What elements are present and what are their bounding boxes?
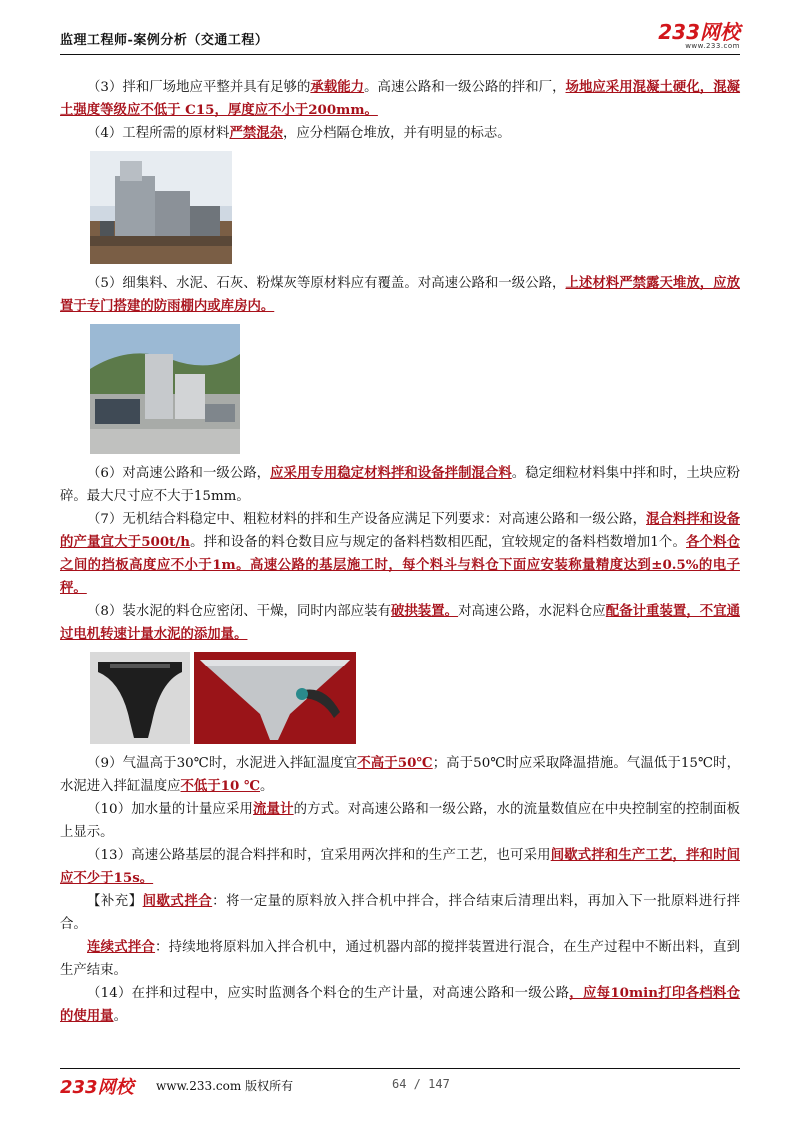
item-5 [60, 272, 740, 318]
logo-text: 233网校 [658, 20, 740, 44]
text: （3）拌和厂场地应平整并具有足够的 [87, 80, 311, 95]
text: ，应分档隔仓堆放，并有明显的标志。 [283, 126, 511, 141]
silo-arch-photo [90, 652, 190, 744]
highlight: 混合料拌和设备的产量宜大于500t/h [60, 511, 740, 550]
highlight: ，应每10min打印各档料仓的使用量 [60, 985, 741, 1024]
footer-logo: 233网校 [60, 1077, 134, 1098]
hopper-breaker-photo [194, 652, 356, 744]
footer-copyright: www.233.com 版权所有 [156, 1079, 294, 1093]
highlight: 不高于50℃ [357, 755, 433, 771]
text: 。高速公路和一级公路的拌和厂， [364, 80, 566, 95]
text: 。 [113, 1009, 127, 1024]
mixing-plant-photo [90, 151, 232, 264]
text: 的方式。对高速公路和一级公路，水的流量数值应在中央控制室的控制面板上显示。 [60, 802, 741, 840]
mixing-plant-site-photo [90, 324, 240, 454]
figure-mixing-plant-2 [90, 324, 740, 454]
text: （8）装水泥的料仓应密闭、干燥，同时内部应装有 [87, 604, 391, 619]
highlight: 承载能力 [310, 79, 365, 95]
highlight: 连续式拌合 [87, 939, 156, 955]
highlight: 配备计重装置，不宜通过电机转速计量水泥的添加量。 [60, 603, 741, 642]
text: （13）高速公路基层的混合料拌和时，宜采用两次拌和的生产工艺，也可采用 [87, 848, 551, 863]
item-8 [60, 600, 740, 646]
text: （4）工程所需的原材料 [87, 126, 230, 141]
supplement-intermittent [60, 890, 740, 936]
text: （6）对高速公路和一级公路， [87, 466, 271, 481]
page-number: 64 / 147 [392, 1077, 450, 1091]
item-13 [60, 844, 740, 890]
text: 。 [260, 779, 274, 794]
item-4 [60, 122, 740, 145]
item-14 [60, 982, 740, 1028]
highlight: 间歇式拌和生产工艺，拌和时间应不少于15s。 [60, 847, 740, 886]
highlight: 严禁混杂 [229, 125, 283, 141]
item-6 [60, 462, 740, 508]
item-9 [60, 752, 740, 798]
text: ：将一定量的原料放入拌合机中拌合，拌合结束后清理出料，再加入下一批原料进行拌合。 [60, 894, 741, 932]
text: ：持续地将原料加入拌合机中，通过机器内部的搅拌装置进行混合，在生产过程中不断出料，直到生产结束。 [60, 940, 741, 978]
text: 。拌和设备的料仓数目应与规定的备料档数相匹配，宜较规定的备料档数增加1个。 [189, 535, 686, 550]
document-body [60, 76, 740, 1028]
highlight: 间歇式拌合 [142, 893, 213, 909]
text: 对高速公路，水泥料仓应 [458, 604, 606, 619]
text: （9）气温高于30℃时，水泥进入拌缸温度宜 [87, 756, 358, 771]
item-7 [60, 508, 740, 600]
logo-url: www.233.com [685, 42, 740, 50]
highlight: 应采用专用稳定材料拌和设备拌制混合料 [270, 465, 512, 481]
text: ；高于50℃时应采取降温措施。气温低于15℃时，水泥进入拌缸温度应 [60, 756, 740, 794]
figure-silo-hopper [90, 652, 740, 744]
text: 。稳定细粒材料集中拌和时，土块应粉碎。最大尺寸应不大于15mm。 [60, 466, 741, 504]
page-footer [60, 1068, 740, 1099]
highlight: 破拱装置。 [390, 603, 459, 619]
item-3 [60, 76, 740, 122]
text: 【补充】 [87, 894, 143, 909]
highlight: 流量计 [253, 801, 294, 817]
text: （14）在拌和过程中，应实时监测各个料仓的生产计量，对高速公路和一级公路 [87, 986, 570, 1001]
brand-logo [658, 22, 740, 50]
figure-mixing-plant-1 [90, 151, 740, 264]
highlight: 各个料仓之间的挡板高度应不小于1m。高速公路的基层施工时，每个料斗与料仓下面应安装称量精度达到±0.5%的电子秤。 [60, 534, 740, 596]
supplement-continuous [60, 936, 740, 982]
text: （5）细集料、水泥、石灰、粉煤灰等原材料应有覆盖。对高速公路和一级公路， [87, 276, 566, 291]
highlight: 不低于10 ℃ [180, 778, 261, 794]
highlight: 上述材料严禁露天堆放，应放置于专门搭建的防雨棚内或库房内。 [60, 275, 740, 314]
text: （7）无机结合料稳定中、粗粒材料的拌和生产设备应满足下列要求：对高速公路和一级公路， [87, 512, 647, 527]
header-title: 监理工程师-案例分析（交通工程） [60, 33, 269, 48]
text: （10）加水量的计量应采用 [87, 802, 254, 817]
page-header [60, 22, 740, 55]
highlight: 场地应采用混凝土硬化，混凝土强度等级应不低于 C15，厚度应不小于200mm。 [60, 79, 741, 118]
item-10 [60, 798, 740, 844]
